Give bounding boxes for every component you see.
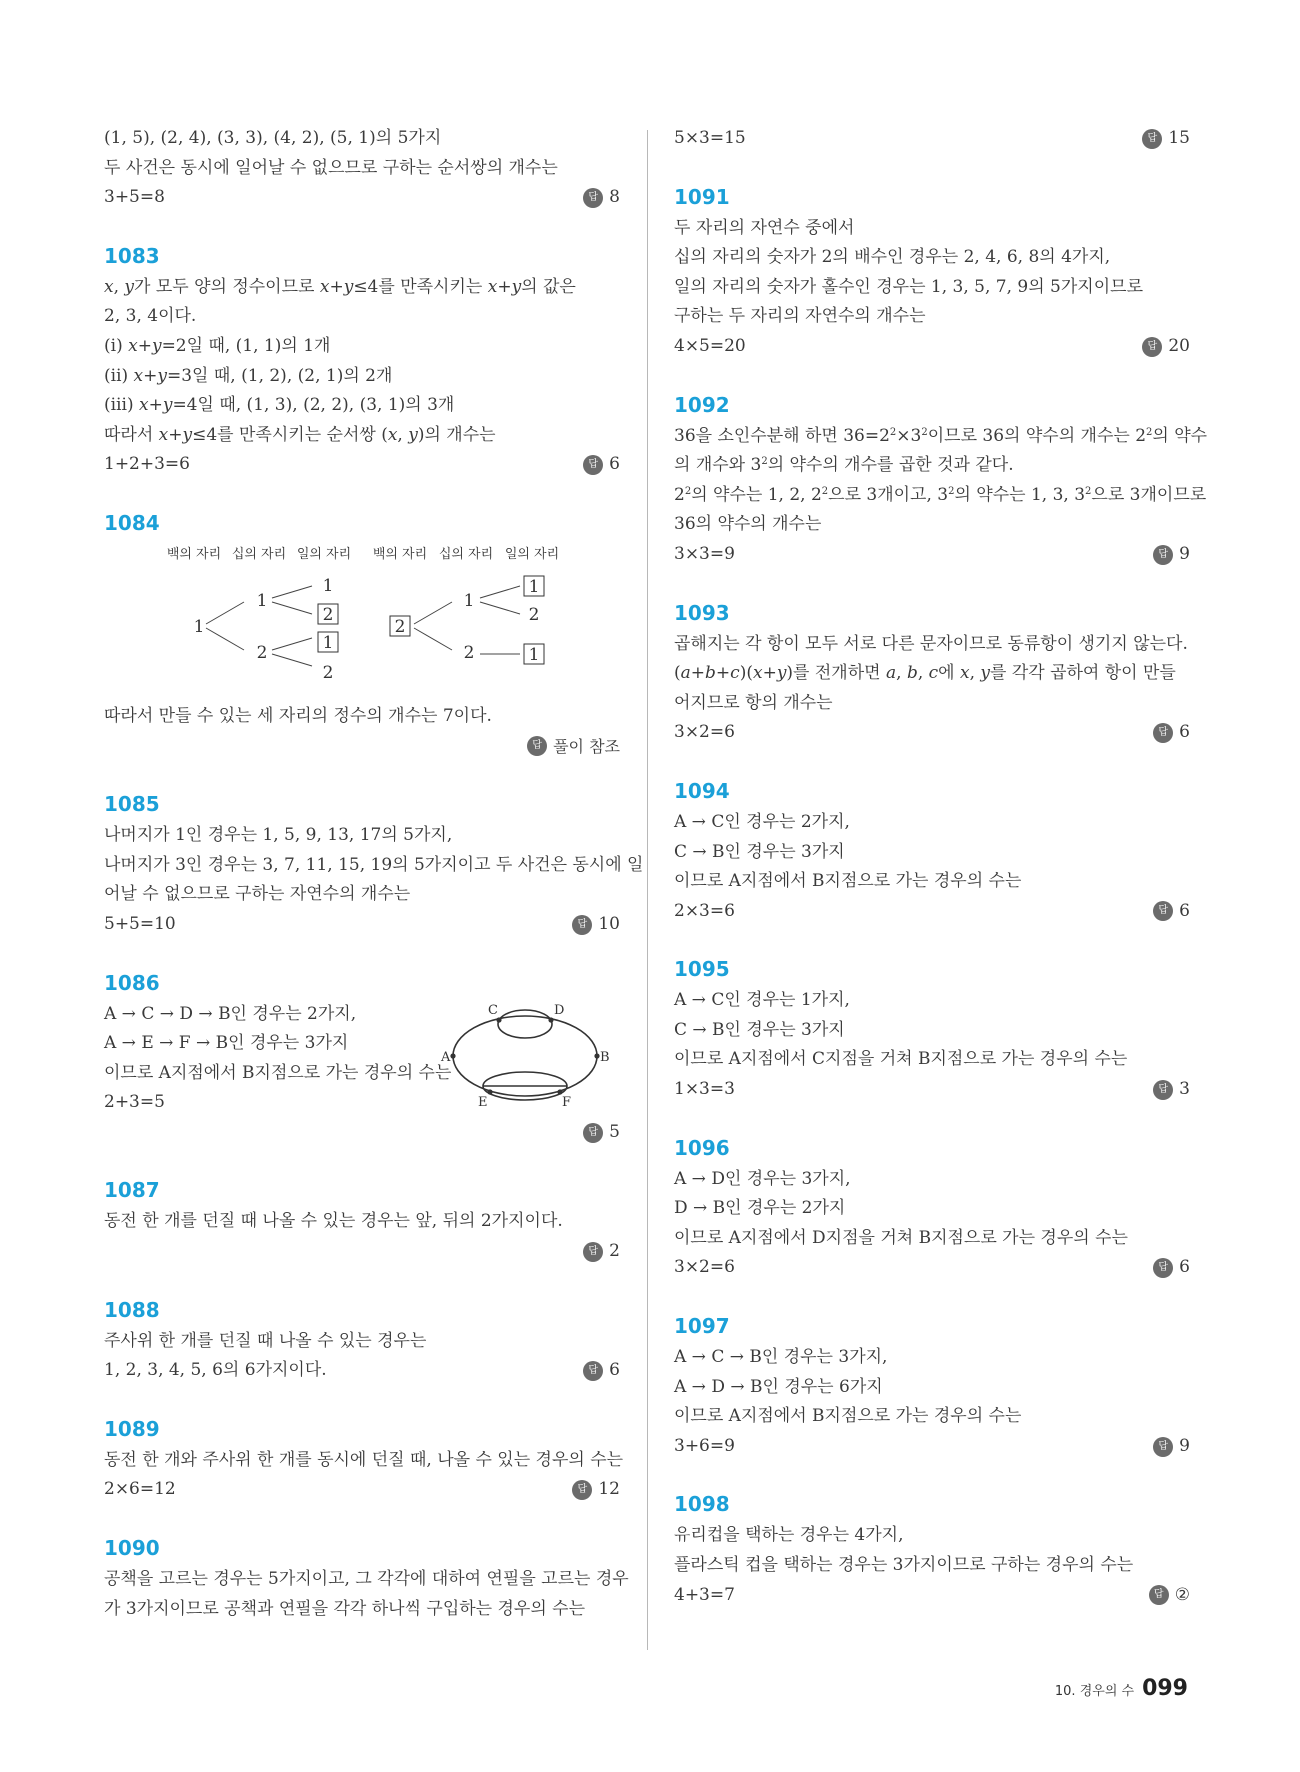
point-e (487, 1089, 492, 1094)
problem-number: 1088 (104, 1297, 160, 1322)
text-line: 플라스틱 컵을 택하는 경우는 3가지이므로 구하는 경우의 수는 (674, 1555, 1134, 1575)
text-line: 나머지가 3인 경우는 3, 7, 11, 15, 19의 5가지이고 두 사건은 동시에 일 (104, 854, 644, 875)
answer-value: 6 (609, 1360, 620, 1381)
tree-header: 백의 자리 (372, 546, 428, 562)
answer (1153, 1075, 1190, 1105)
case-line: (ⅲ) x+y=4일 때, (1, 3), (2, 2), (3, 1)의 3개 (104, 395, 455, 416)
tree-node: 1 (463, 590, 475, 611)
point-c (496, 1017, 501, 1022)
tree-node: 2 (256, 642, 268, 663)
answer-badge-icon: 답 (1153, 901, 1173, 921)
answer-value: 2 (609, 1241, 620, 1262)
answer-value: 6 (1179, 722, 1190, 743)
right-column (674, 124, 1208, 1610)
answer (572, 910, 620, 940)
text-line: D → B인 경우는 2가지 (674, 1198, 846, 1219)
text-line: 두 자리의 자연수 중에서 (674, 217, 855, 238)
answer-line (674, 124, 1190, 154)
page-number: 099 (1142, 1676, 1188, 1701)
text-line: 가 3가지이므로 공책과 연필을 각각 하나씩 구입하는 경우의 수는 (104, 1598, 586, 1619)
point-f (557, 1089, 562, 1094)
tree-header: 십의 자리 (438, 546, 494, 562)
problem-number: 1090 (104, 1536, 160, 1561)
text-line: 3×2=6 (674, 1257, 735, 1278)
answer-value: ② (1174, 1584, 1190, 1605)
text-line: 4×5=20 (674, 335, 746, 356)
text-line: 4+3=7 (674, 1584, 735, 1605)
tree-leaf: 1 (528, 576, 540, 597)
answer-line (674, 1432, 1190, 1462)
point-b (594, 1053, 599, 1058)
text-line: 36의 약수의 개수는 (674, 514, 822, 535)
graph-label: C (488, 1002, 498, 1018)
problem-number: 1089 (104, 1416, 160, 1441)
tree-header: 십의 자리 (231, 546, 287, 562)
answer (572, 1475, 620, 1505)
answer (527, 732, 620, 762)
text-line: A → E → F → B인 경우는 3가지 (104, 1033, 349, 1054)
case-line: (ⅰ) x+y=2일 때, (1, 1)의 1개 (104, 335, 331, 356)
text-line: (1, 5), (2, 4), (3, 3), (4, 2), (5, 1)의 5가지 (104, 128, 442, 148)
answer-value: 6 (1179, 1257, 1190, 1278)
answer (1153, 718, 1190, 748)
answer-line (104, 732, 620, 762)
answer (1149, 1581, 1190, 1611)
tree-leaf: 1 (528, 644, 540, 665)
answer (1153, 540, 1190, 570)
tree-node: 1 (256, 590, 268, 611)
tree-leaf: 1 (322, 632, 334, 653)
text-line: 2×6=12 (104, 1479, 176, 1500)
answer-badge-icon: 답 (583, 1361, 603, 1381)
problem-number: 1097 (674, 1314, 730, 1339)
answer (583, 450, 620, 480)
answer (1142, 124, 1190, 154)
text-line: 1, 2, 3, 4, 5, 6의 6가지이다. (104, 1360, 327, 1381)
text-line: x, y가 모두 양의 정수이므로 x+y≤4를 만족시키는 x+y의 값은 (104, 276, 576, 297)
text-line: A → C인 경우는 1가지, (674, 990, 850, 1011)
answer-line (104, 183, 620, 213)
text-line: $2^2$의 약수는 1, 2, $2^2$으로 3개이고, $3^2$의 약수는 1, 3, $3^2$으로 3개이므로 (674, 484, 1207, 505)
answer-line (104, 1118, 620, 1148)
text-line: C → B인 경우는 3가지 (674, 841, 845, 862)
text-line: A → C → D → B인 경우는 2가지, (104, 1003, 357, 1024)
text-line: 2×3=6 (674, 900, 735, 921)
answer-line (104, 1356, 620, 1386)
tree-header: 일의 자리 (296, 546, 352, 562)
text-line: 일의 자리의 숫자가 홀수인 경우는 1, 3, 5, 7, 9의 5가지이므로 (674, 276, 1143, 297)
text-line: 1×3=3 (674, 1079, 735, 1100)
answer-badge-icon: 답 (1153, 545, 1173, 565)
answer-line (674, 1075, 1190, 1105)
text-line: 동전 한 개와 주사위 한 개를 동시에 던질 때, 나올 수 있는 경우의 수는 (104, 1449, 624, 1470)
graph-label: B (600, 1049, 610, 1065)
text-line: 나머지가 1인 경우는 1, 5, 9, 13, 17의 5가지, (104, 825, 453, 846)
answer-value: 풀이 참조 (553, 736, 620, 756)
answer-badge-icon: 답 (1153, 1080, 1173, 1100)
answer-value: 8 (609, 187, 620, 208)
tree-node: 2 (394, 616, 406, 637)
answer (1142, 332, 1190, 362)
answer-badge-icon: 답 (583, 188, 603, 208)
answer-value: 15 (1168, 128, 1190, 148)
problem-number: 1094 (674, 778, 730, 803)
answer (583, 183, 620, 213)
problem-number: 1092 (674, 392, 730, 417)
tree-leaf: 2 (322, 604, 334, 625)
text-line: 3+5=8 (104, 187, 165, 208)
text-line: 의 개수와 $3^2$의 약수의 개수를 곱한 것과 같다. (674, 455, 1014, 476)
answer-line (674, 332, 1190, 362)
answer-line (674, 1581, 1190, 1611)
text-line: C → B인 경우는 3가지 (674, 1019, 845, 1040)
problem-1086-body (104, 1000, 620, 1118)
text-line: 구하는 두 자리의 자연수의 개수는 (674, 306, 926, 327)
text-line: 이므로 A지점에서 D지점을 거쳐 B지점으로 가는 경우의 수는 (674, 1227, 1128, 1248)
route-graph (440, 1000, 610, 1110)
text-line: 이므로 A지점에서 B지점으로 가는 경우의 수는 (674, 1406, 1022, 1427)
answer-line (104, 1475, 620, 1505)
answer-badge-icon: 답 (1153, 1258, 1173, 1278)
answer-line (104, 910, 620, 940)
tree-node: 2 (463, 642, 475, 663)
answer-value: 9 (1179, 1435, 1190, 1456)
tree-leaf: 2 (322, 662, 334, 683)
answer (1153, 897, 1190, 927)
problem-number: 1096 (674, 1135, 730, 1160)
text-line: 곱해지는 각 항이 모두 서로 다른 문자이므로 동류항이 생기지 않는다. (674, 633, 1188, 654)
left-column (104, 124, 644, 1624)
problem-number: 1087 (104, 1178, 160, 1203)
answer-value: 10 (598, 913, 620, 934)
text-line: 이므로 A지점에서 B지점으로 가는 경우의 수는 (674, 871, 1022, 892)
answer (1153, 1253, 1190, 1283)
graph-label: A (441, 1049, 451, 1065)
text-line: 공책을 고르는 경우는 5가지이고, 그 각각에 대하여 연필을 고르는 경우 (104, 1569, 629, 1590)
answer-badge-icon: 답 (1142, 129, 1162, 149)
tree-diagram-svg (104, 542, 620, 702)
text-line: 어날 수 없으므로 구하는 자연수의 개수는 (104, 884, 411, 905)
answer (1153, 1432, 1190, 1462)
answer-value: 20 (1168, 335, 1190, 356)
answer-badge-icon: 답 (572, 915, 592, 935)
answer-badge-icon: 답 (1153, 723, 1173, 743)
tree-header: 백의 자리 (166, 546, 222, 562)
problem-number: 1093 (674, 600, 730, 625)
answer-badge-icon: 답 (583, 1242, 603, 1262)
text-line: 어지므로 항의 개수는 (674, 692, 833, 713)
problem-number: 1083 (104, 243, 160, 268)
answer-value: 12 (598, 1479, 620, 1500)
text-line: A → C → B인 경우는 3가지, (674, 1347, 888, 1368)
text-line: 따라서 x+y≤4를 만족시키는 순서쌍 (x, y)의 개수는 (104, 424, 496, 445)
text-line: 두 사건은 동시에 일어날 수 없으므로 구하는 순서쌍의 개수는 (104, 157, 558, 178)
tree-leaf: 1 (322, 575, 334, 596)
text-line: 5×3=15 (674, 128, 746, 148)
answer-line (674, 540, 1190, 570)
text-line: 동전 한 개를 던질 때 나올 수 있는 경우는 앞, 뒤의 2가지이다. (104, 1211, 563, 1232)
case-line: (ⅱ) x+y=3일 때, (1, 2), (2, 1)의 2개 (104, 365, 393, 386)
problem-number: 1086 (104, 970, 160, 995)
route-graph-svg (440, 1000, 610, 1110)
text-line: 따라서 만들 수 있는 세 자리의 정수의 개수는 7이다. (104, 705, 492, 726)
text-line: 3×3=9 (674, 543, 735, 564)
answer-badge-icon: 답 (583, 455, 603, 475)
section-title: 10. 경우의 수 (1054, 1684, 1135, 1699)
answer-line (674, 1253, 1190, 1283)
text-line: 5+5=10 (104, 913, 176, 934)
text-line: A → D인 경우는 3가지, (674, 1168, 851, 1189)
page-footer (1055, 1676, 1188, 1701)
answer-value: 5 (609, 1121, 620, 1142)
graph-label: D (554, 1002, 565, 1018)
tree-header: 일의 자리 (504, 546, 560, 562)
problem-number: 1098 (674, 1492, 730, 1517)
answer-badge-icon: 답 (527, 736, 547, 756)
text-line: 이므로 A지점에서 C지점을 거쳐 B지점으로 가는 경우의 수는 (674, 1049, 1128, 1070)
column-divider (647, 130, 648, 1650)
problem-number: 1084 (104, 510, 160, 535)
problem-number: 1095 (674, 957, 730, 982)
problem-number: 1091 (674, 184, 730, 209)
answer (583, 1356, 620, 1386)
text-line: (a+b+c)(x+y)를 전개하면 a, b, c에 x, y를 각각 곱하여 항이 만들 (674, 663, 1176, 684)
text-line: 36을 소인수분해 하면 $36=2^2\times 3^2$이므로 36의 약수의 개수는 $2^2$의 약수 (674, 425, 1208, 446)
answer-badge-icon: 답 (583, 1123, 603, 1143)
problem-number: 1085 (104, 792, 160, 817)
point-d (548, 1017, 553, 1022)
answer-line (104, 450, 620, 480)
answer (583, 1237, 620, 1267)
tree-node: 1 (193, 616, 205, 637)
answer-badge-icon: 답 (1149, 1585, 1169, 1605)
text-line: 1+2+3=6 (104, 454, 190, 475)
answer-badge-icon: 답 (1153, 1437, 1173, 1457)
answer-line (104, 1237, 620, 1267)
answer-line (674, 897, 1190, 927)
text-line: A → D → B인 경우는 6가지 (674, 1376, 883, 1397)
text-line: 주사위 한 개를 던질 때 나올 수 있는 경우는 (104, 1330, 427, 1351)
text-line: 2+3=5 (104, 1092, 165, 1113)
answer-value: 6 (609, 454, 620, 475)
answer-badge-icon: 답 (572, 1480, 592, 1500)
graph-label: F (562, 1094, 572, 1110)
text-line: 3+6=9 (674, 1435, 735, 1456)
point-a (450, 1053, 455, 1058)
text-line: 이므로 A지점에서 B지점으로 가는 경우의 수는 (104, 1062, 452, 1083)
answer-value: 6 (1179, 900, 1190, 921)
answer-badge-icon: 답 (1142, 337, 1162, 357)
tree-diagram (104, 542, 620, 702)
answer (583, 1118, 620, 1148)
text-line: 2, 3, 4이다. (104, 306, 197, 327)
graph-label: E (478, 1094, 488, 1110)
answer-value: 9 (1179, 543, 1190, 564)
answer-line (674, 718, 1190, 748)
text-line: 십의 자리의 숫자가 2의 배수인 경우는 2, 4, 6, 8의 4가지, (674, 247, 1111, 268)
text-line: 유리컵을 택하는 경우는 4가지, (674, 1525, 904, 1546)
text-line: A → C인 경우는 2가지, (674, 811, 850, 832)
tree-leaf: 2 (528, 604, 540, 625)
text-line: 3×2=6 (674, 722, 735, 743)
answer-value: 3 (1179, 1079, 1190, 1100)
